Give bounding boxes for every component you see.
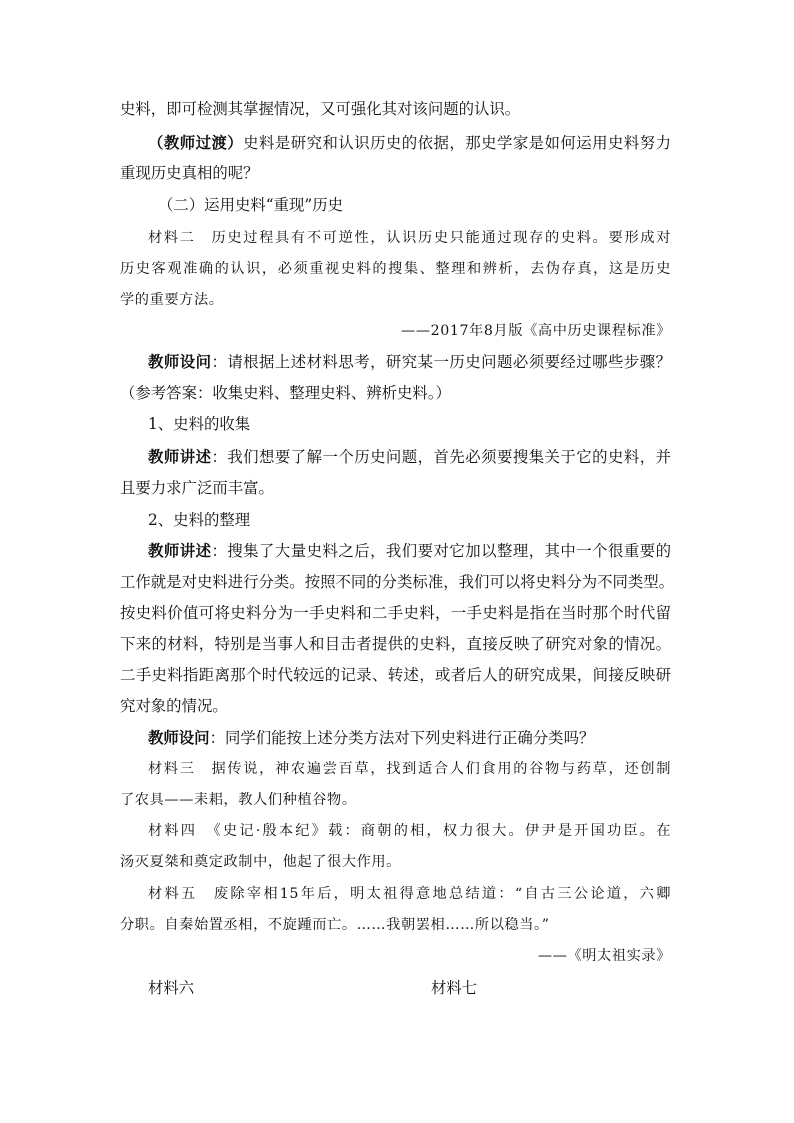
teacher-question-paragraph (148, 727, 594, 749)
teacher-narration-paragraph (148, 446, 671, 468)
text-run: 史料是研究和认识历史的依据，那史学家是如何运用史料努力 (243, 134, 671, 152)
text-line: 按史料价值可将史料分为一手史料和二手史料，一手史料是指在当时那个时代留 (120, 604, 671, 622)
text-run: ：搜集了大量史料之后，我们要对它加以整理，其中一个很重要的 (211, 542, 671, 560)
material-5: 材料五 废除宰相15年后，明太祖得意地总结道：“自古三公论道，六卿 (148, 886, 671, 902)
teacher-narration-paragraph (148, 540, 671, 562)
material-7-label: 材料七 (431, 979, 478, 997)
text-run: ：同学们能按上述分类方法对下列史料进行正确分类吗？ (209, 729, 595, 747)
reference-answer: （参考答案：收集史料、整理史料、辨析史料。） (120, 384, 451, 402)
material-2-cont: 学的重要方法。 (120, 292, 224, 308)
teacher-narration-label: 教师讲述 (148, 542, 212, 560)
material-2: 材料二 历史过程具有不可逆性，认识历史只能通过现存的史料。要形成对 (148, 230, 671, 246)
material-6-label: 材料六 (148, 979, 195, 997)
text-run: ：请根据上述材料思考，研究某一历史问题必须要经过哪些步骤？ (211, 353, 671, 371)
text-line: 且要力求广泛而丰富。 (120, 479, 274, 497)
teacher-question-paragraph (148, 351, 671, 373)
teacher-narration-label: 教师讲述 (148, 448, 212, 466)
teacher-question-label: 教师设问 (148, 353, 212, 371)
section-heading: （二）运用史料“重现”历史 (158, 196, 344, 214)
material-2-source: ——2017年8月版《高中历史课程标准》 (401, 323, 671, 339)
text-line: 工作就是对史料进行分类。按照不同的分类标准，我们可以将史料分为不同类型。 (120, 573, 675, 591)
teacher-transition-label: （教师过渡） (148, 134, 244, 152)
material-5-cont: 分职。自秦始置丞相，不旋踵而亡。……我朝罢相……所以稳当。” (120, 917, 550, 933)
material-4-cont: 汤灭夏桀和奠定政制中，他起了很大作用。 (120, 854, 401, 870)
material-3-cont: 了农具——耒耜，教人们种植谷物。 (120, 792, 357, 808)
text-line: 二手史料指距离那个时代较远的记录、转述，或者后人的研究成果，间接反映研 (120, 666, 671, 684)
material-5-source: ——《明太祖实录》 (537, 948, 671, 964)
text-line: 下来的材料，特别是当事人和目击者提供的史料，直接反映了研究对象的情况。 (120, 635, 671, 653)
material-2-cont: 历史客观准确的认识，必须重视史料的搜集、整理和辨析，去伪存真，这是历史 (120, 261, 671, 277)
material-4: 材料四 《史记·殷本纪》载：商朝的相，权力很大。伊尹是开国功臣。在 (148, 823, 671, 839)
text-line: 重现历史真相的呢？ (120, 164, 259, 182)
text-line: 史料，即可检测其掌握情况，又可强化其对该问题的认识。 (120, 100, 521, 118)
teacher-question-label: 教师设问 (148, 729, 210, 747)
text-run: ：我们想要了解一个历史问题，首先必须要搜集关于它的史料，并 (211, 448, 671, 466)
teacher-transition-paragraph (148, 132, 671, 154)
subsection-heading: 1、史料的收集 (148, 415, 251, 433)
material-3: 材料三 据传说，神农遍尝百草，找到适合人们食用的谷物与药草，还创制 (148, 761, 671, 777)
text-line: 究对象的情况。 (120, 697, 228, 715)
subsection-heading: 2、史料的整理 (148, 511, 251, 529)
